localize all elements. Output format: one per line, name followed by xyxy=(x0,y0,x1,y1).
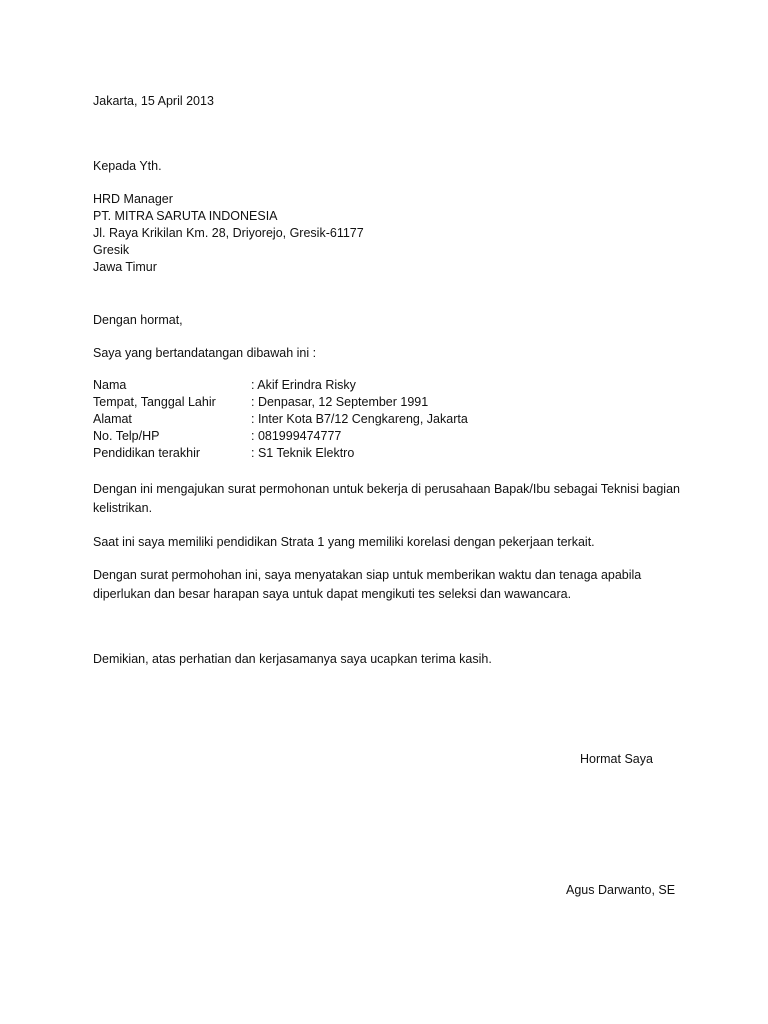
detail-label: Tempat, Tanggal Lahir xyxy=(93,395,216,409)
detail-row xyxy=(93,445,468,462)
detail-row xyxy=(93,411,468,428)
body-paragraph: Dengan ini mengajukan surat permohonan untuk bekerja di perusahaan Bapak/Ibu sebagai Teknisi bagian kelistrikan. xyxy=(93,482,680,515)
address-line: HRD Manager xyxy=(93,192,173,206)
applicant-details xyxy=(93,377,468,462)
body-paragraph: Saat ini saya memiliki pendidikan Strata 1 yang memiliki korelasi dengan pekerjaan terkait. xyxy=(93,535,595,549)
detail-row xyxy=(93,394,468,411)
detail-value: : Akif Erindra Risky xyxy=(251,378,356,392)
salutation: Dengan hormat, xyxy=(93,313,183,327)
detail-row xyxy=(93,428,468,445)
regards: Hormat Saya xyxy=(580,752,653,766)
detail-label: Alamat xyxy=(93,412,132,426)
detail-label: No. Telp/HP xyxy=(93,429,160,443)
address-line: Jawa Timur xyxy=(93,260,157,274)
closing-text: Demikian, atas perhatian dan kerjasamanya saya ucapkan terima kasih. xyxy=(93,652,492,666)
recipient-greeting: Kepada Yth. xyxy=(93,159,162,173)
signer-name: Agus Darwanto, SE xyxy=(566,883,676,897)
detail-label: Nama xyxy=(93,378,127,392)
place-date: Jakarta, 15 April 2013 xyxy=(93,94,214,108)
address-line: Jl. Raya Krikilan Km. 28, Driyorejo, Gresik-61177 xyxy=(93,226,364,240)
detail-value: : 081999474777 xyxy=(251,429,342,443)
detail-value: : Denpasar, 12 September 1991 xyxy=(251,395,429,409)
detail-value: : Inter Kota B7/12 Cengkareng, Jakarta xyxy=(251,412,468,426)
body-paragraph: Dengan surat permohohan ini, saya menyatakan siap untuk memberikan waktu dan tenaga apabila diperlukan dan besar harapan saya untuk dapat mengikuti tes seleksi dan wawancara. xyxy=(93,568,642,601)
address-line: Gresik xyxy=(93,243,130,257)
recipient-address xyxy=(93,191,364,276)
intro-text: Saya yang bertandatangan dibawah ini : xyxy=(93,346,317,360)
detail-row xyxy=(93,377,468,394)
detail-label: Pendidikan terakhir xyxy=(93,446,201,460)
address-line: PT. MITRA SARUTA INDONESIA xyxy=(93,209,278,223)
detail-value: : S1 Teknik Elektro xyxy=(251,446,355,460)
